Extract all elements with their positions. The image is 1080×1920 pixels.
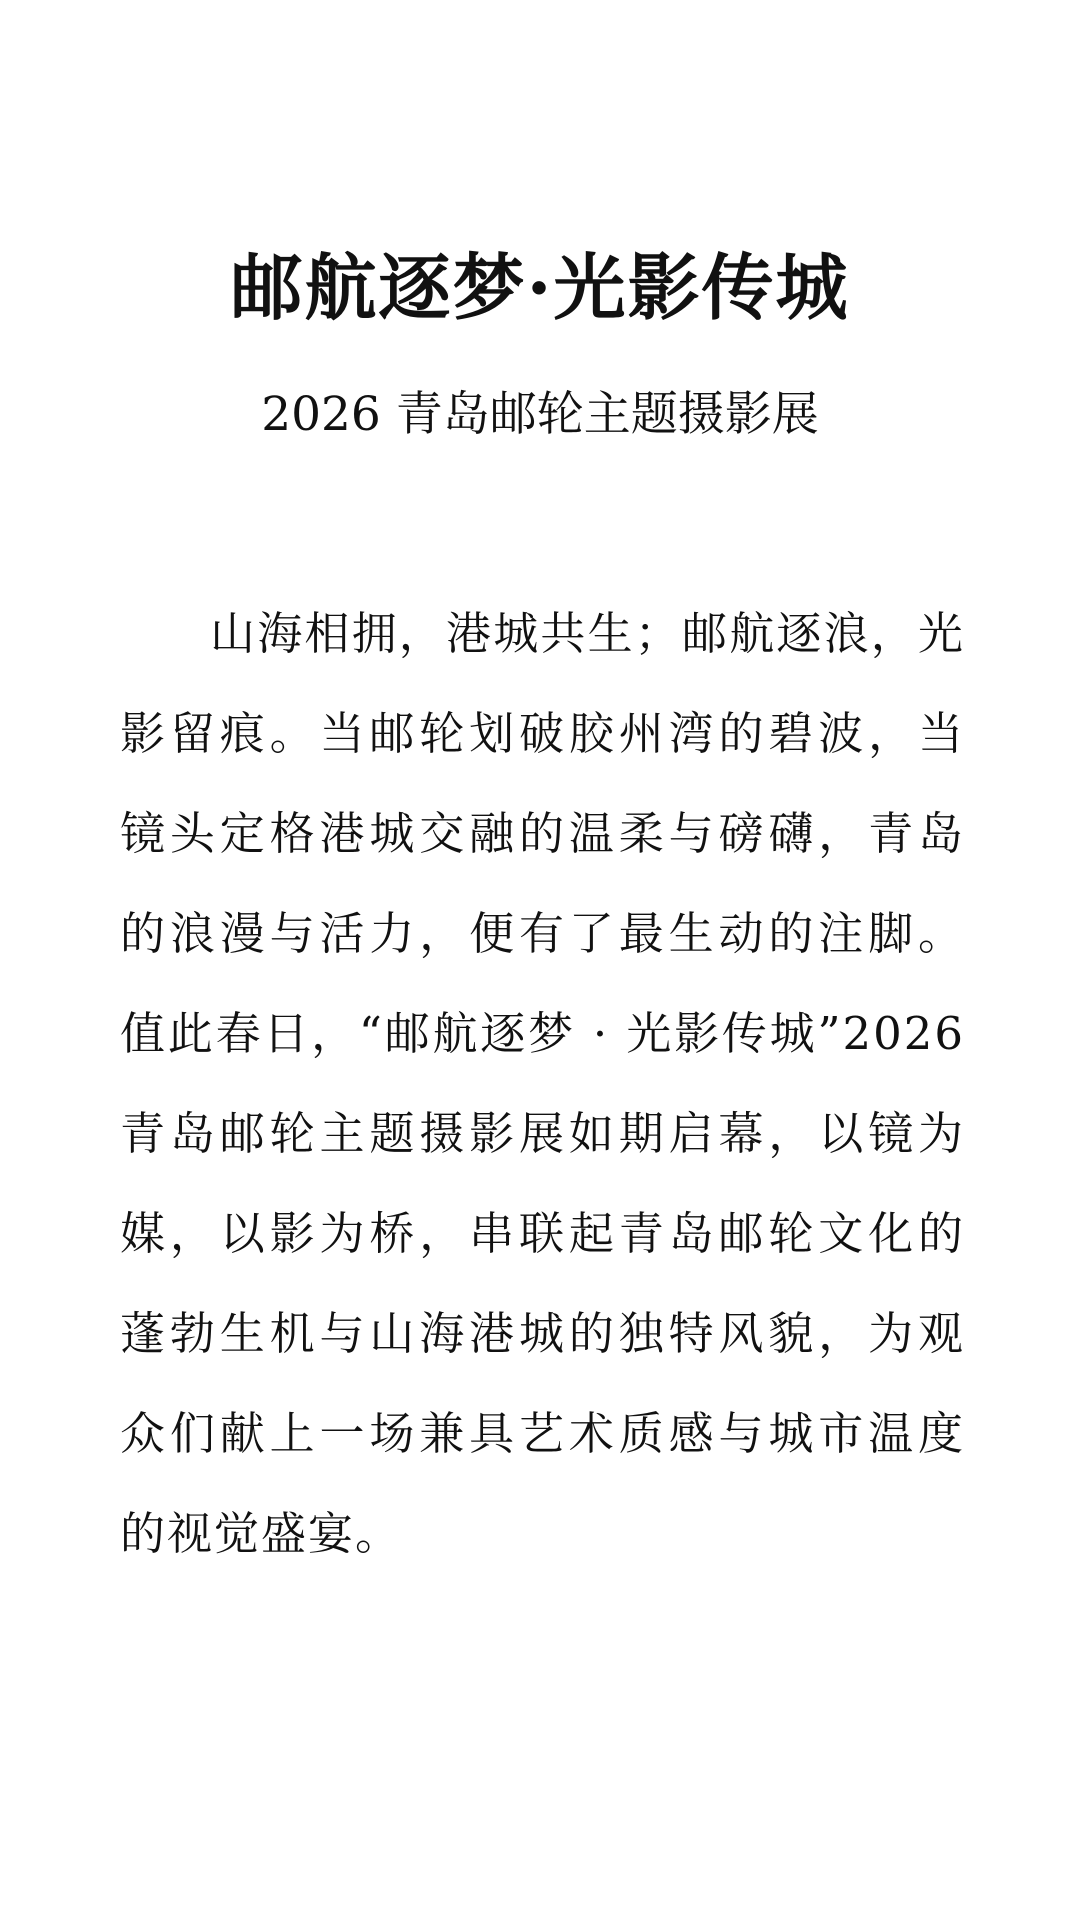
page-subtitle: 2026 青岛邮轮主题摄影展 [261, 387, 819, 442]
intro-paragraph: 山海相拥，港城共生；邮航逐浪，光影留痕。当邮轮划破胶州湾的碧波，当镜头定格港城交融的温柔与磅礴，青岛的浪漫与活力，便有了最生动的注脚。值此春日，“邮航逐梦 · 光影传城”2026青岛邮轮主题摄影展如期启幕，以镜为媒，以影为桥，串联起青岛邮轮文化的蓬勃生机与山海港城的独特风貌，为观众们献上一场兼具艺术质感与城市温度的视觉盛宴。 [120, 607, 965, 1560]
page-title: 邮航逐梦·光影传城 [230, 245, 850, 330]
